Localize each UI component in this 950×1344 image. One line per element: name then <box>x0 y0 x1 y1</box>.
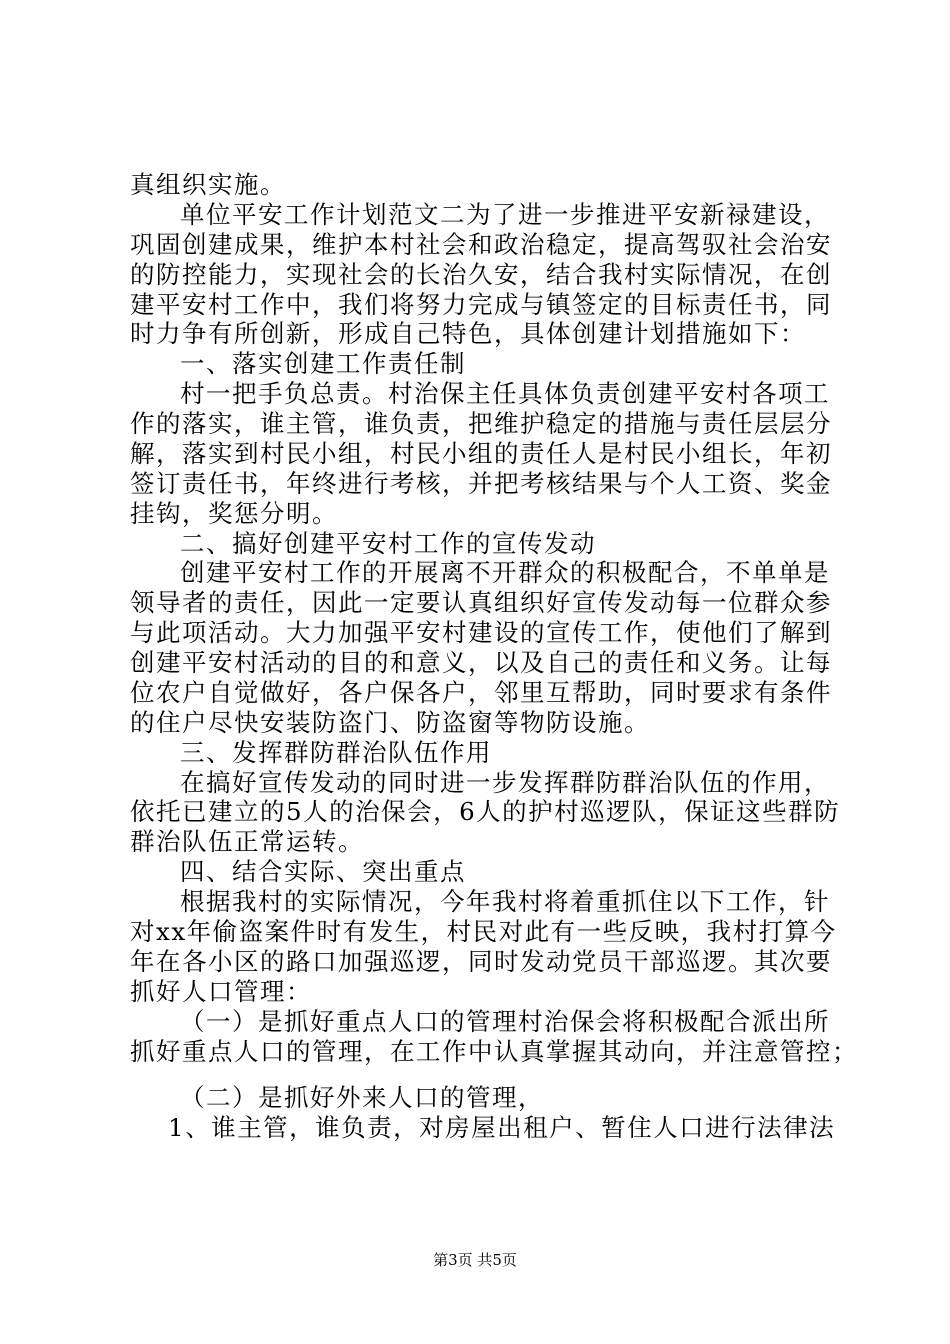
text-line: 作的落实，谁主管，谁负责，把维护稳定的措施与责任层层分 <box>130 409 832 438</box>
text-line: 年在各小区的路口加强巡逻，同时发动党员干部巡逻。其次要 <box>130 947 832 976</box>
text-line: 创建平安村工作的开展离不开群众的积极配合，不单单是 <box>180 558 830 587</box>
page-footer: 第3页 共5页 <box>433 1251 517 1269</box>
text-line: 依托已建立的5人的治保会，6人的护村巡逻队，保证这些群防 <box>130 797 841 826</box>
section-heading: 二、搞好创建平安村工作的宣传发动 <box>180 529 596 558</box>
text-line: 创建平安村活动的目的和意义，以及自己的责任和义务。让每 <box>130 648 832 677</box>
text-line: 1、谁主管，谁负责，对房屋出租户、暂住人口进行法律法 <box>168 1113 836 1142</box>
text-line: 单位平安工作计划范文二为了进一步推进平安新禄建设， <box>180 200 830 229</box>
text-line: 领导者的责任，因此一定要认真组织好宣传发动每一位群众参 <box>130 588 832 617</box>
text-line: 挂钩，奖惩分明。 <box>130 499 338 528</box>
text-line: 抓好重点人口的管理，在工作中认真掌握其动向，并注意管控； <box>130 1037 858 1066</box>
text-line: （一）是抓好重点人口的管理村治保会将积极配合派出所 <box>180 1007 830 1036</box>
text-line: 在搞好宣传发动的同时进一步发挥群防群治队伍的作用， <box>180 768 830 797</box>
text-line: 与此项活动。大力加强平安村建设的宣传工作，使他们了解到 <box>130 618 832 647</box>
section-heading: 一、落实创建工作责任制 <box>180 349 466 378</box>
text-line: （二）是抓好外来人口的管理， <box>180 1083 544 1112</box>
text-line: 的住户尽快安装防盗门、防盗窗等物防设施。 <box>130 708 650 737</box>
text-line: 的防控能力，实现社会的长治久安，结合我村实际情况，在创 <box>130 260 832 289</box>
text-line: 村一把手负总责。村治保主任具体负责创建平安村各项工 <box>180 379 830 408</box>
text-line: 根据我村的实际情况，今年我村将着重抓住以下工作，针 <box>180 887 830 916</box>
section-heading: 三、发挥群防群治队伍作用 <box>180 738 492 767</box>
text-line: 时力争有所创新，形成自己特色，具体创建计划措施如下： <box>130 319 806 348</box>
text-line: 签订责任书，年终进行考核，并把考核结果与个人工资、奖金 <box>130 469 832 498</box>
text-line: 位农户自觉做好，各户保各户，邻里互帮助，同时要求有条件 <box>130 678 832 707</box>
text-line: 抓好人口管理： <box>130 977 312 1006</box>
text-line: 建平安村工作中，我们将努力完成与镇签定的目标责任书，同 <box>130 290 832 319</box>
text-line: 群治队伍正常运转。 <box>130 827 364 856</box>
text-line: 解，落实到村民小组，村民小组的责任人是村民小组长，年初 <box>130 439 832 468</box>
text-line: 对xx年偷盗案件时有发生，村民对此有一些反映，我村打算今 <box>130 917 837 946</box>
text-line: 巩固创建成果，维护本村社会和政治稳定，提高驾驭社会治安 <box>130 230 832 259</box>
text-line: 真组织实施。 <box>130 170 286 199</box>
section-heading: 四、结合实际、突出重点 <box>180 857 466 886</box>
